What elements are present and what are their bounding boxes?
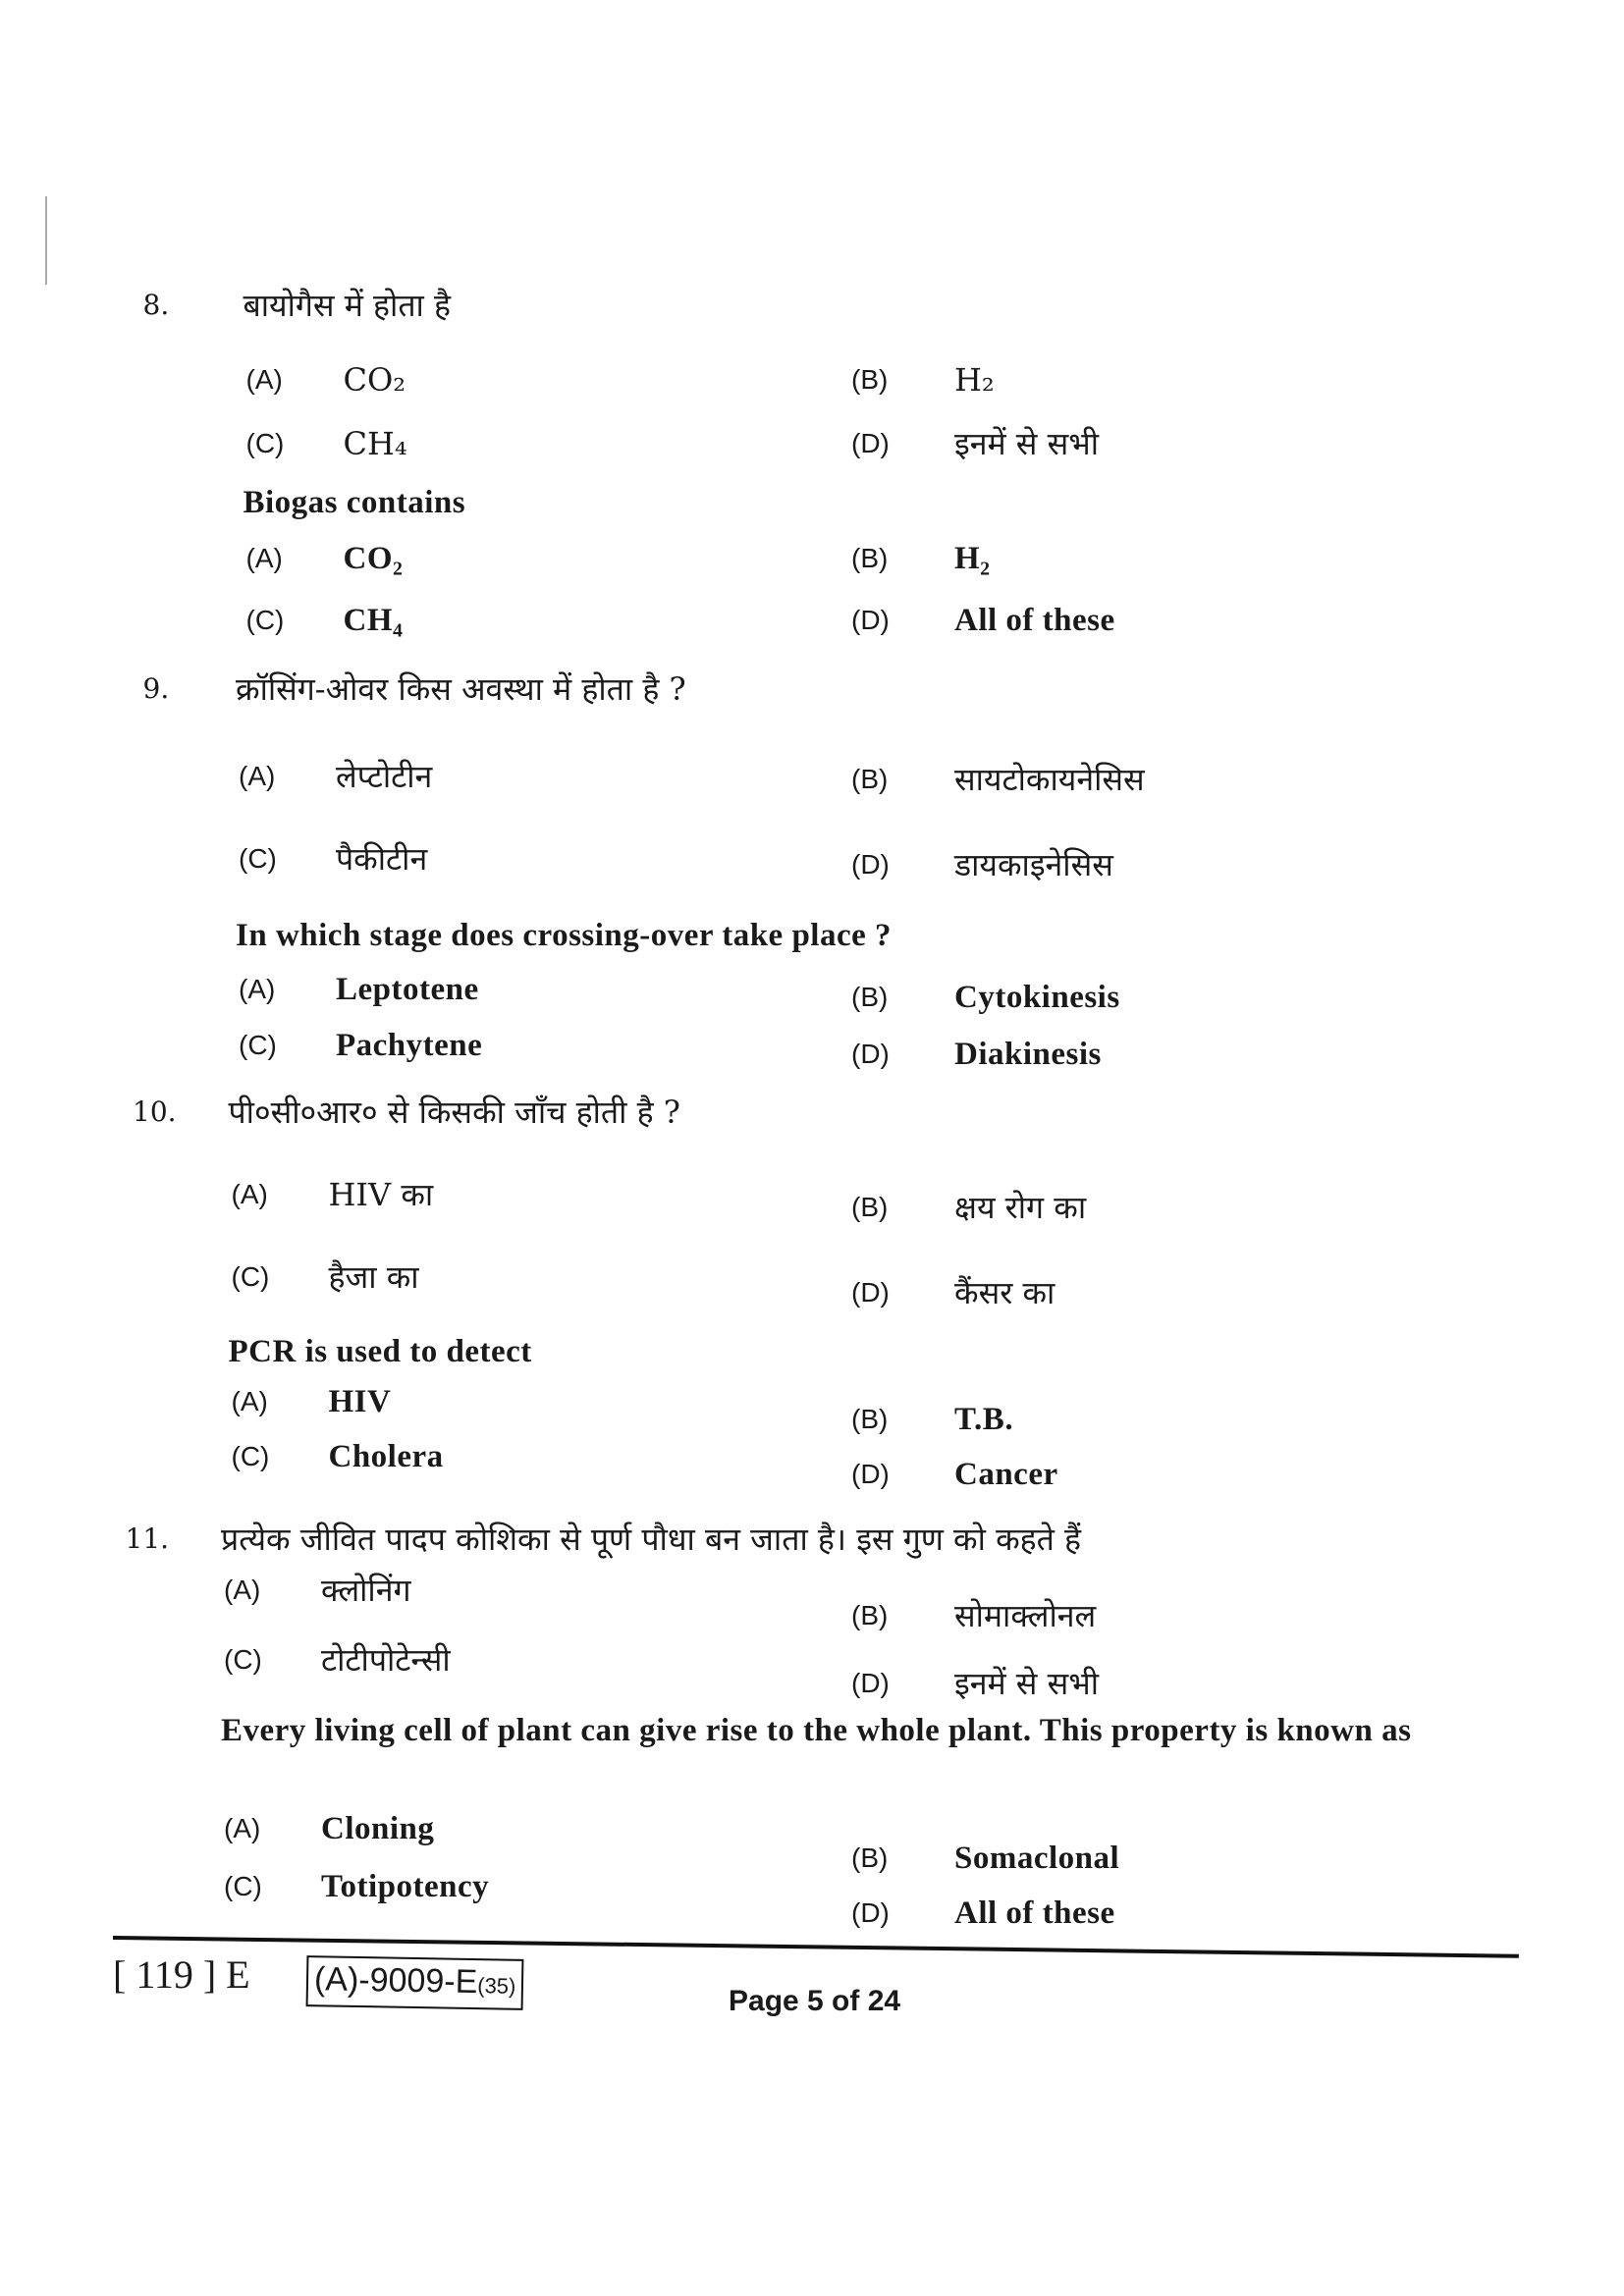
option-label: (D): [851, 604, 890, 635]
option-text: H₂: [954, 540, 991, 576]
booklet-code: (A)-9009-E: [313, 1960, 478, 2002]
booklet-sub: (35): [477, 1973, 516, 1999]
option-text: Diakinesis: [954, 1037, 1102, 1072]
option-text: कैंसर का: [954, 1274, 1056, 1311]
question-text-hindi: पी०सी०आर० से किसकी जाँच होती है ?: [228, 1093, 680, 1131]
option-text: Cloning: [321, 1811, 435, 1846]
question-text-english: Every living cell of plant can give rise to the whole plant. This property is known as: [221, 1713, 1412, 1748]
option-text: इनमें से सभी: [954, 424, 1100, 462]
option-text: Totipotency: [321, 1868, 490, 1904]
option-label: (C): [224, 1870, 262, 1901]
option-text: CH₄: [343, 602, 404, 638]
option-text: T.B.: [954, 1402, 1014, 1437]
option-label: (B): [851, 1842, 889, 1873]
option-text: H₂: [954, 361, 995, 399]
option-text: हैजा का: [328, 1257, 419, 1296]
option-label: (D): [851, 1039, 890, 1069]
page-number: Page 5 of 24: [729, 1985, 901, 2017]
option-text: All of these: [954, 1895, 1115, 1931]
option-label: (A): [231, 1178, 268, 1209]
option-text: सोमाक्लोनल: [954, 1596, 1097, 1634]
option-text: CO₂: [343, 361, 406, 399]
option-text: All of these: [954, 602, 1115, 638]
option-text: लेप्टोटीन: [336, 757, 433, 795]
question-number: 11.: [125, 1522, 170, 1555]
option-text: इनमें से सभी: [954, 1664, 1100, 1702]
question-text-english: PCR is used to detect: [228, 1334, 532, 1369]
option-text: क्लोनिंग: [321, 1572, 411, 1609]
question-text-english: Biogas contains: [243, 484, 466, 520]
option-label: (D): [851, 1667, 890, 1698]
option-text: HIV का: [328, 1175, 434, 1213]
option-text: पैकीटीन: [336, 839, 428, 878]
option-text: Pachytene: [336, 1028, 483, 1063]
option-text: सायटोकायनेसिस: [954, 760, 1145, 798]
question-number: 10.: [133, 1095, 177, 1128]
option-label: (A): [245, 542, 283, 573]
question-number: 9.: [142, 672, 170, 705]
option-text: क्षय रोग का: [954, 1189, 1087, 1226]
option-text: CH₄: [343, 424, 407, 462]
option-text: टोटीपोटेन्सी: [321, 1640, 451, 1679]
option-text: डायकाइनेसिस: [954, 845, 1113, 883]
option-label: (A): [245, 364, 283, 395]
option-label: (B): [851, 364, 889, 395]
option-text: Leptotene: [336, 972, 479, 1007]
option-label: (C): [224, 1643, 262, 1675]
option-label: (C): [245, 604, 285, 635]
option-label: (C): [239, 1030, 277, 1060]
option-label: (D): [851, 427, 890, 458]
option-text: CO₂: [343, 540, 404, 576]
option-text: Cholera: [328, 1438, 444, 1474]
question-text-hindi: प्रत्येक जीवित पादप कोशिका से पूर्ण पौधा बन जाता है। इस गुण को कहते हैं: [221, 1520, 1082, 1558]
option-text: Cytokinesis: [954, 979, 1120, 1015]
option-label: (B): [851, 1599, 889, 1630]
option-label: (C): [231, 1260, 270, 1292]
margin-mark: [45, 196, 47, 285]
option-label: (A): [224, 1813, 261, 1843]
option-label: (B): [851, 1192, 889, 1222]
option-label: (B): [851, 763, 889, 794]
option-text: Somaclonal: [954, 1841, 1120, 1876]
option-label: (B): [851, 981, 889, 1012]
question-text-hindi: बायोगैस में होता है: [243, 286, 452, 324]
option-label: (D): [851, 848, 890, 880]
option-label: (C): [245, 427, 285, 458]
option-label: (A): [239, 974, 276, 1004]
option-label: (C): [231, 1440, 270, 1471]
option-label: (D): [851, 1896, 890, 1928]
question-text-english: In which stage does crossing-over take place ?: [236, 917, 893, 953]
option-label: (D): [851, 1277, 890, 1308]
option-label: (A): [239, 760, 276, 791]
option-label: (D): [851, 1458, 890, 1489]
question-number: 8.: [142, 288, 170, 321]
footer-rule: [113, 1936, 1519, 1958]
option-label: (A): [224, 1575, 261, 1605]
option-label: (B): [851, 542, 889, 573]
option-label: (C): [239, 842, 277, 874]
booklet-code-box: [306, 1955, 524, 2010]
option-text: HIV: [328, 1384, 392, 1419]
option-text: Cancer: [954, 1456, 1058, 1492]
question-text-hindi: क्रॉसिंग-ओवर किस अवस्था में होता है ?: [236, 670, 686, 708]
paper-code: [ 119 ] E: [113, 1952, 250, 1997]
option-label: (B): [851, 1404, 889, 1434]
option-label: (A): [231, 1386, 268, 1416]
